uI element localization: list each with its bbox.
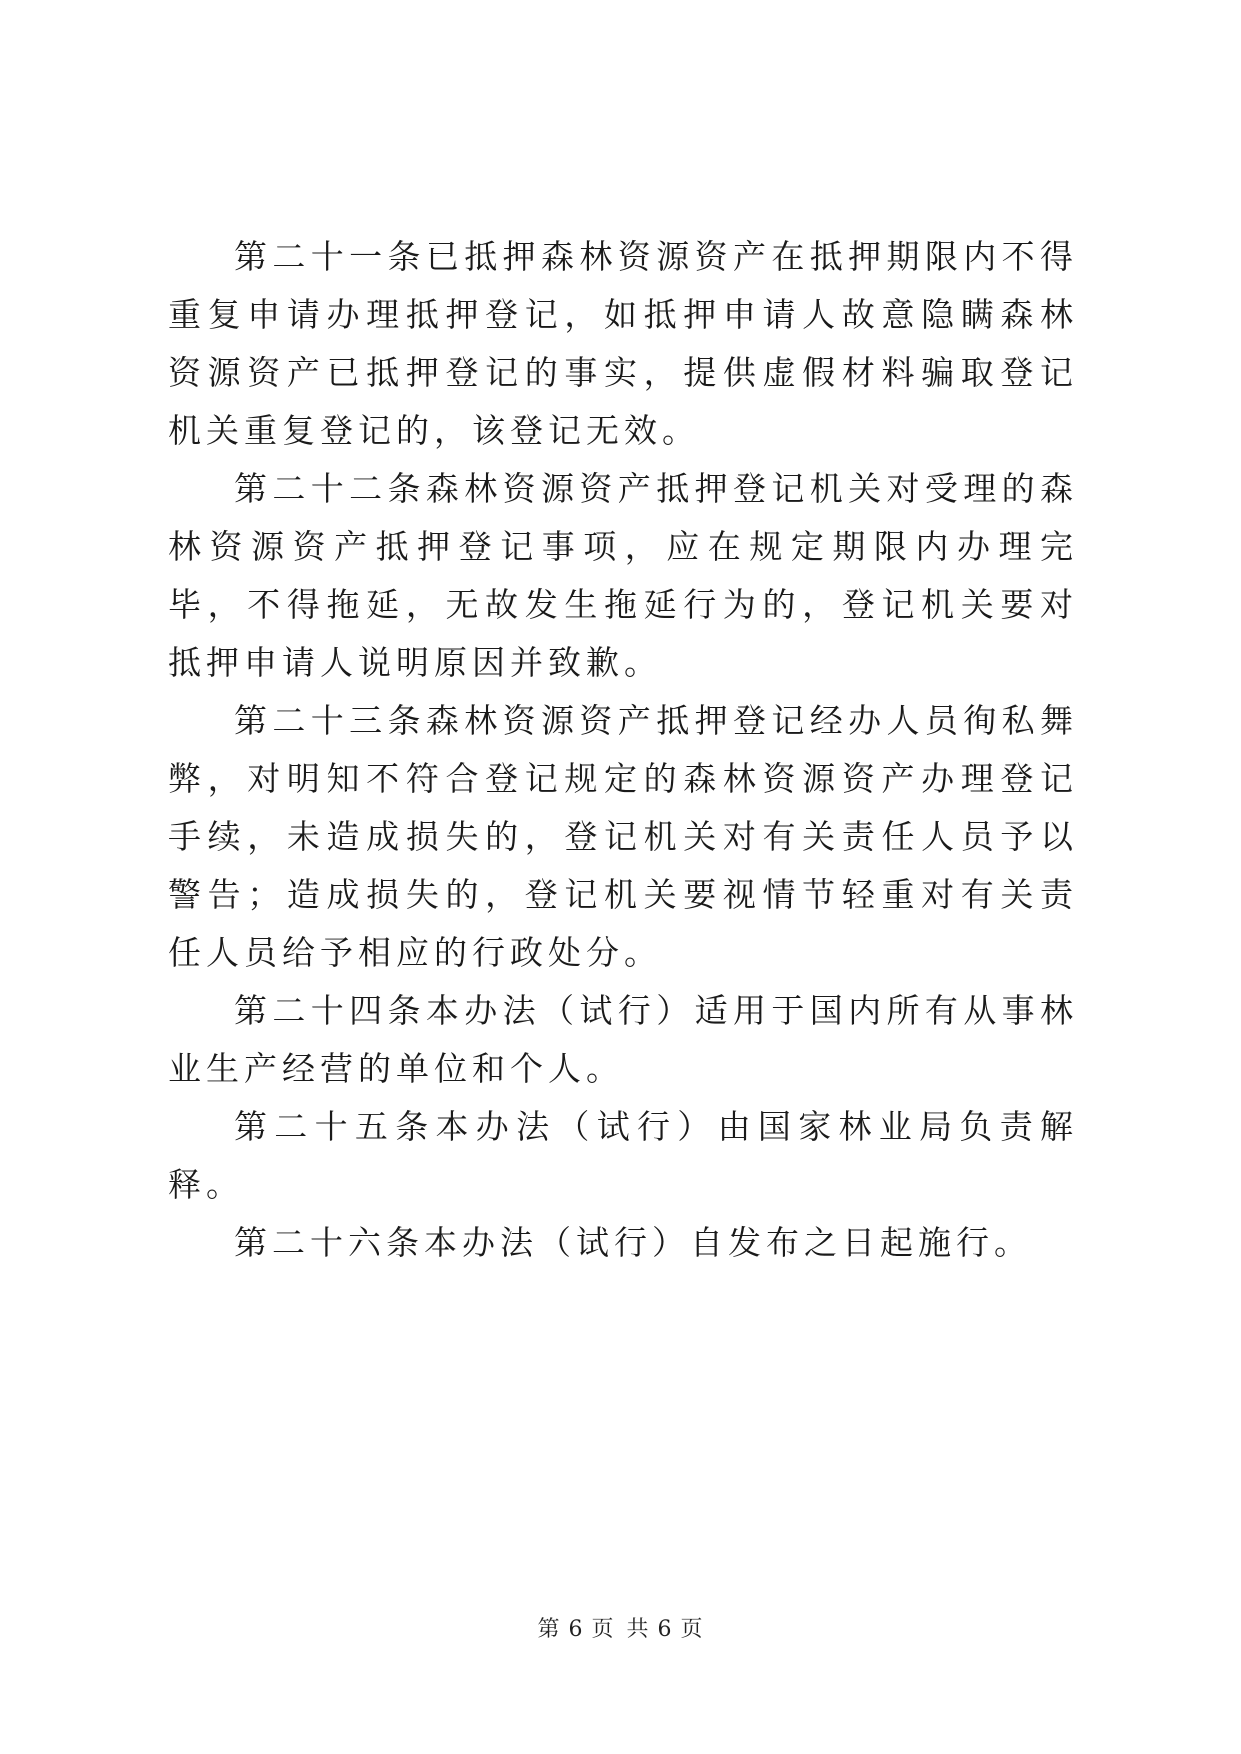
article-24-paragraph: 第二十四条本办法（试行）适用于国内所有从事林业生产经营的单位和个人。 (168, 991, 1078, 1088)
page-total-label: 共 6 页 (626, 1617, 704, 1642)
page-footer (0, 1612, 1241, 1643)
article-25-paragraph: 第二十五条本办法（试行）由国家林业局负责解释。 (168, 1107, 1078, 1204)
document-body (168, 228, 1078, 1272)
article-26-paragraph: 第二十六条本办法（试行）自发布之日起施行。 (234, 1223, 1032, 1262)
article-23-paragraph: 第二十三条森林资源资产抵押登记经办人员徇私舞弊，对明知不符合登记规定的森林资源资产办理登记手续，未造成损失的，登记机关对有关责任人员予以警告；造成损失的，登记机关要视情节轻重对有关责任人员给予相应的行政处分。 (168, 701, 1078, 972)
article-21-paragraph: 第二十一条已抵押森林资源资产在抵押期限内不得重复申请办理抵押登记，如抵押申请人故意隐瞒森林资源资产已抵押登记的事实，提供虚假材料骗取登记机关重复登记的，该登记无效。 (168, 237, 1078, 450)
article-22-paragraph: 第二十二条森林资源资产抵押登记机关对受理的森林资源资产抵押登记事项，应在规定期限内办理完毕，不得拖延，无故发生拖延行为的，登记机关要对抵押申请人说明原因并致歉。 (168, 469, 1078, 682)
page-number-label: 第 6 页 (537, 1617, 615, 1642)
